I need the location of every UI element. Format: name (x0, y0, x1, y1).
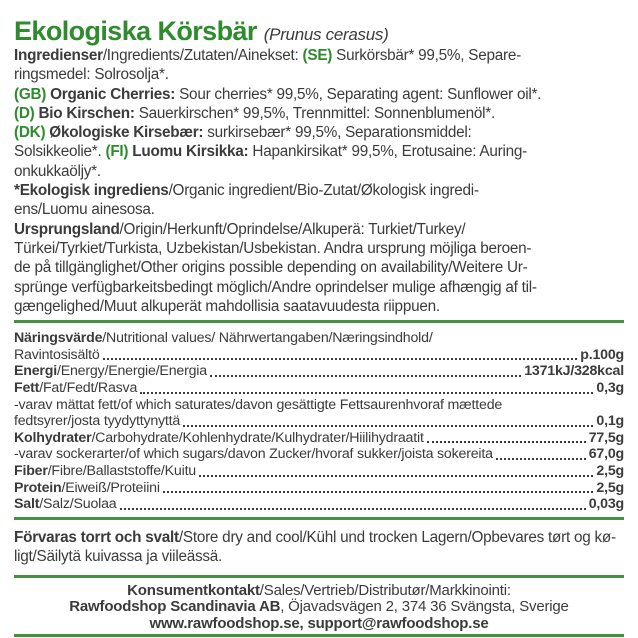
text-segment: Energi (14, 363, 57, 380)
text-segment: /Energy/Energie/Energia (56, 363, 207, 380)
text-line (14, 547, 624, 567)
text-line (14, 528, 624, 548)
text-segment: Fett (14, 379, 40, 396)
text-segment: /Sales/Vertrieb/Distributør/Markkinointi: (259, 581, 511, 599)
nutrition-value: 2,5g (596, 479, 624, 496)
text-line (14, 220, 624, 239)
text-segment: /Store dry and cool/Kühl und trocken Lagern/Opbevares tørt og kø- (178, 528, 616, 546)
nutrition-label (14, 380, 137, 397)
text-line (14, 162, 624, 181)
text-line (14, 85, 624, 104)
nutrition-row (14, 480, 624, 497)
text-segment: (DK) (14, 124, 46, 142)
text-segment: (SE) (302, 47, 333, 64)
text-segment: /Ingredients/Zutaten/Ainekset: (102, 47, 303, 64)
nutrition-row (14, 496, 624, 513)
latin-name: (Prunus cerasus) (263, 25, 389, 44)
text-segment: Näringsvärde (14, 330, 103, 347)
text-line (14, 181, 624, 200)
text-segment: /Salz/Suolaa (39, 496, 117, 513)
nutrition-value: 77,5g (588, 429, 624, 446)
text-segment: /Fibre/Ballaststoffe/Kuitu (47, 462, 197, 479)
text-segment: Türkei/Tyrkiet/Turkista, Uzbekistan/Usbekistan. Andra ursprung möjliga beroen- (14, 239, 532, 257)
text-segment: (D) (14, 104, 35, 122)
text-segment: /Eiweiß/Proteiini (61, 479, 160, 496)
text-segment: surkirsebær* 99,5%, Separationsmiddel: (203, 124, 472, 142)
divider-bottom (14, 634, 624, 637)
nutrition-label (14, 430, 424, 447)
text-segment: /Organic ingredient/Bio-Zutat/Økologisk ingredi- (168, 182, 479, 200)
nutrition-row (14, 463, 624, 480)
nutrition-row (14, 446, 624, 463)
text-segment: fedtsyrer/josta tyydyttynyttä (14, 413, 181, 430)
nutrition-value: 2,5g (596, 462, 624, 479)
text-segment: Sour cherries* 99,5%, Separating agent: Sunflower oil*. (175, 85, 542, 103)
text-line (14, 239, 624, 258)
nutrition-value: p.100g (580, 346, 624, 363)
dots-leader (427, 441, 586, 443)
text-segment: Protein (14, 479, 62, 496)
text-segment: (GB) (14, 85, 47, 103)
text-segment: -varav mättat fett/of which saturates/davon gesättigte Fettsaurenhvoraf mættede (14, 396, 503, 413)
text-segment: Ravintosisältö (14, 346, 100, 363)
text-line (14, 65, 624, 84)
text-segment: Luomu Kirsikka: (132, 143, 249, 161)
text-segment: Organic Cherries: (50, 85, 176, 103)
nutrition-row (14, 397, 624, 414)
divider-top-of-nutrition (14, 320, 624, 323)
text-segment: /Origin/Herkunft/Oprindelse/Alkuperä: Turkiet/Turkey/ (119, 220, 466, 238)
text-segment: de på tillgänglighet/Other origins possible depending on availability/Weitere Ur- (14, 259, 528, 277)
nutrition-label (14, 496, 117, 513)
text-segment: /Nutritional values/ Nährwertangaben/Næringsindhold/ (102, 330, 433, 347)
text-segment: Økologiske Kirsebær: (49, 124, 204, 142)
dots-leader (210, 375, 521, 377)
dots-leader (140, 392, 593, 394)
text-segment: (FI) (105, 143, 129, 161)
text-segment: Ingredienser (14, 47, 103, 64)
text-segment: www.rawfoodshop.se, support@rawfoodshop.se (149, 614, 489, 632)
text-segment: , Öjavadsvägen 2, 374 36 Svängsta, Sverige (280, 598, 569, 616)
text-line (14, 142, 624, 161)
text-segment: ligt/Säilytä kuivassa ja viileässä. (14, 548, 223, 566)
text-line (14, 297, 624, 316)
dots-leader (496, 458, 586, 460)
text-segment: Fiber (14, 462, 48, 479)
text-segment: Ursprungsland (14, 220, 120, 238)
dots-leader (183, 425, 593, 427)
text-segment: gængelighed/Muut alkuperät mahdollisia saatavuudesta riippuen. (14, 297, 440, 315)
text-segment: onkukkaöljy*. (14, 162, 101, 180)
divider-top-of-storage (14, 517, 624, 520)
text-line (14, 583, 624, 599)
text-segment: Förvaras torrt och svalt (14, 528, 179, 546)
title-row (14, 16, 624, 45)
nutrition-label (14, 397, 502, 414)
text-line (14, 278, 624, 297)
dots-leader (103, 358, 578, 360)
text-line (14, 599, 624, 615)
nutrition-table (14, 330, 624, 513)
dots-leader (199, 475, 593, 477)
nutrition-row (14, 413, 624, 430)
text-segment: Surkörsbär* 99,5%, Separe- (332, 47, 521, 64)
text-line (14, 200, 624, 219)
nutrition-label (14, 463, 196, 480)
nutrition-label (14, 480, 160, 497)
nutrition-value: 1371kJ/328kcal (524, 363, 624, 380)
nutrition-label (14, 330, 433, 347)
nutrition-value: 0,03g (588, 496, 624, 513)
text-line (14, 104, 624, 123)
text-segment: /Carbohydrate/Kohlenhydrate/Kulhydrater/Hiilihydraatit (91, 429, 424, 446)
text-segment: Rawfoodshop Scandinavia AB (69, 598, 281, 616)
text-segment: Solsikkeolie*. (14, 143, 106, 161)
text-line (14, 46, 624, 65)
nutrition-label (14, 347, 100, 364)
text-line (14, 123, 624, 142)
ingredients-origin-paragraph (14, 46, 624, 316)
divider-top-of-contact (14, 575, 624, 578)
nutrition-row (14, 347, 624, 364)
text-segment: ringsmedel: Solrosolja*. (14, 66, 169, 84)
contact-block (14, 583, 624, 632)
text-segment: Hapankirsikat* 99,5%, Erotusaine: Auring- (248, 143, 527, 161)
nutrition-row (14, 380, 624, 397)
nutrition-row (14, 330, 624, 347)
nutrition-label (14, 413, 180, 430)
text-segment: Bio Kirschen: (38, 104, 135, 122)
nutrition-row (14, 363, 624, 380)
nutrition-row (14, 430, 624, 447)
nutrition-value: 67,0g (588, 446, 624, 463)
text-segment: ens/Luomu ainesosa. (14, 201, 155, 219)
text-segment: *Ekologisk ingrediens (14, 182, 169, 200)
dots-leader (120, 508, 586, 510)
text-line (14, 616, 624, 632)
dots-leader (163, 491, 594, 493)
nutrition-label (14, 446, 493, 463)
text-segment: /Fat/Fedt/Rasva (39, 379, 138, 396)
nutrition-value: 0,1g (596, 413, 624, 430)
text-line (14, 258, 624, 277)
product-title: Ekologiska Körsbär (14, 16, 257, 46)
text-segment: Kolhydrater (14, 429, 92, 446)
text-segment: sprünge verfügbarkeitsbedingt möglich/Andre oprindelser mulige afhængig af til- (14, 278, 537, 296)
text-segment: Konsumentkontakt (127, 581, 260, 599)
text-segment: -varav sockerarter/of which sugars/davon Zucker/hvoraf sukker/joista sokereita (14, 446, 493, 463)
text-segment: Sauerkirschen* 99,5%, Trennmittel: Sonnenblumenöl*. (134, 104, 495, 122)
storage-paragraph (14, 528, 624, 567)
text-segment: Salt (14, 496, 40, 513)
nutrition-value: 0,3g (596, 379, 624, 396)
nutrition-label (14, 363, 207, 380)
